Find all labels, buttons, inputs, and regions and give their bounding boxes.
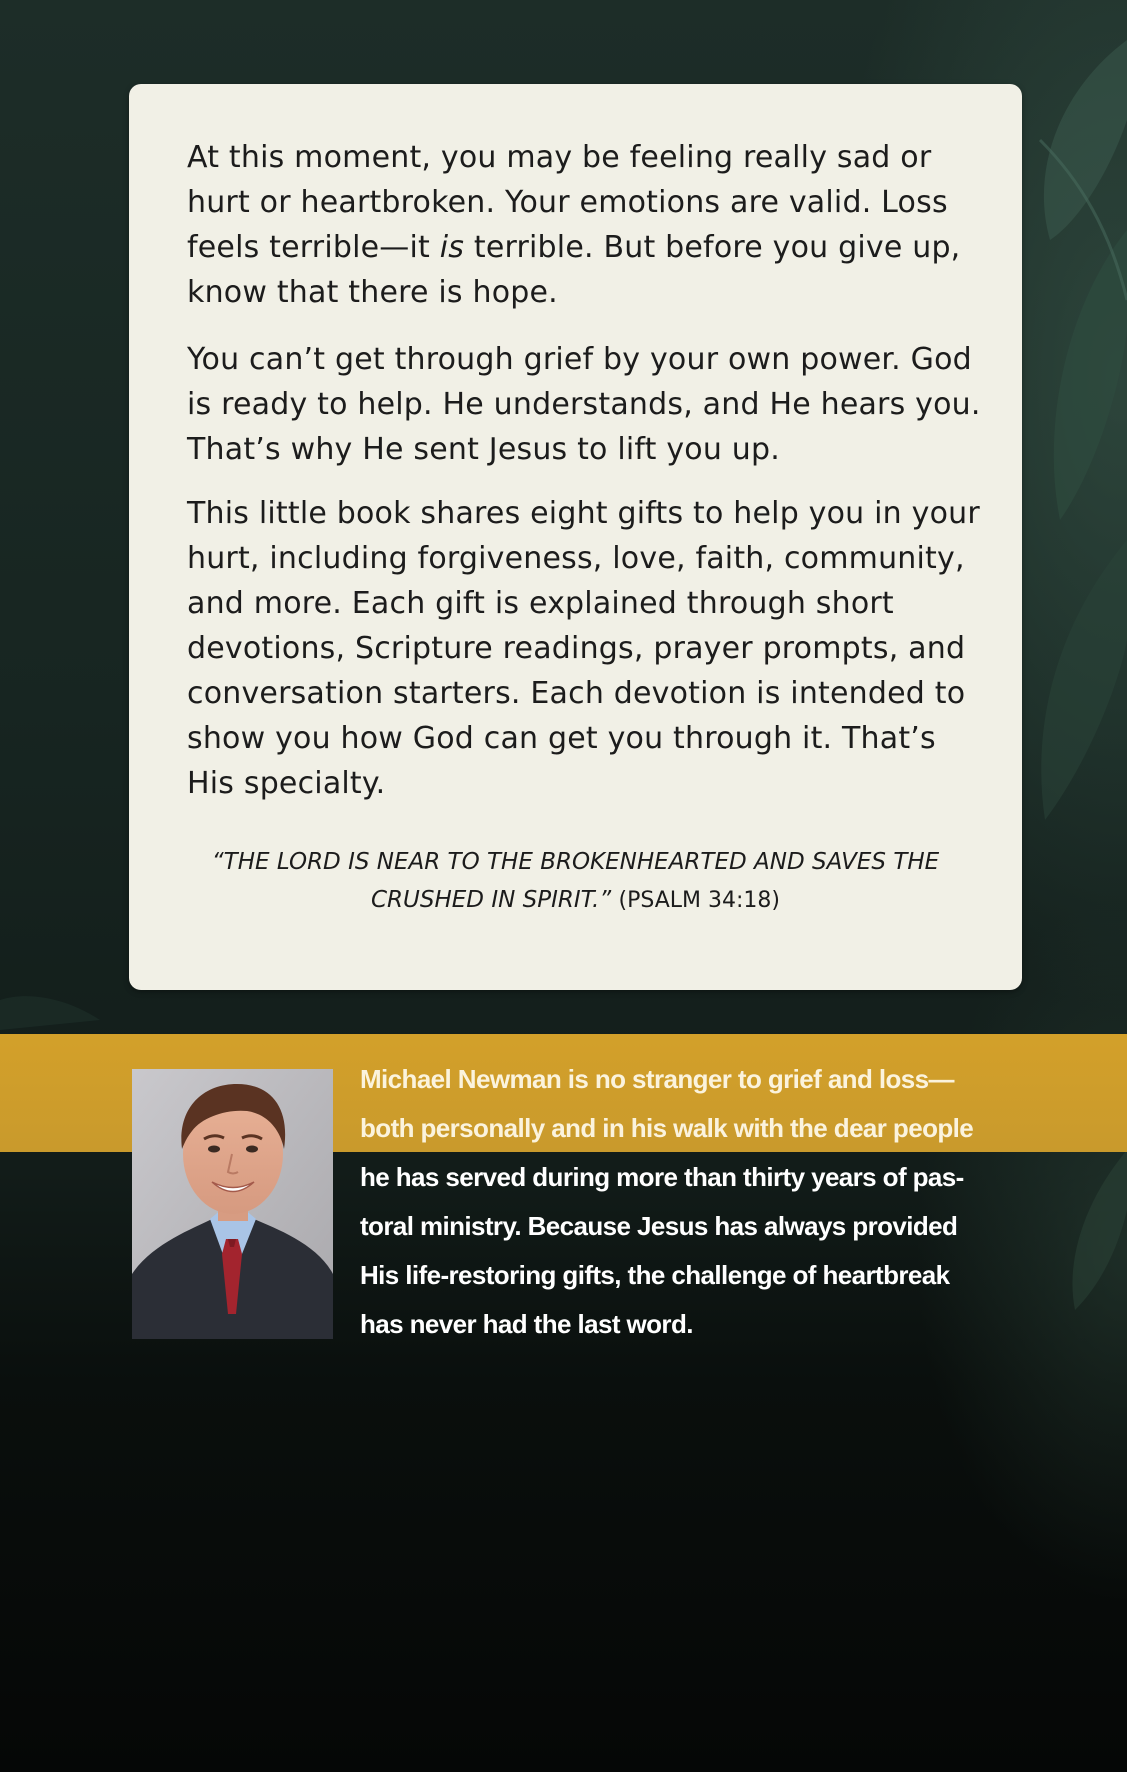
p1-text-end: terrible. But before you give up, know that there is hope. xyxy=(187,230,961,310)
author-bio xyxy=(360,1055,1020,1349)
description-paragraph-3: This little book shares eight gifts to help you in your hurt, including forgiveness, love, faith, community, and more. Each gift is explained through short devotions, Scripture readings, prayer prompts, and conversation starters. Each devotion is intended to show you how God can get you through it. That’s His specialty. xyxy=(187,496,980,801)
scripture-quote xyxy=(169,843,982,920)
p1-emphasis: is xyxy=(439,230,465,265)
bio-line: Michael Newman is no stranger to grief and loss— xyxy=(360,1064,954,1094)
quote-text: “THE LORD IS NEAR TO THE BROKENHEARTED AND SAVES THE CRUSHED IN SPIRIT.” xyxy=(211,849,940,913)
description-paragraph-1 xyxy=(187,135,987,315)
bio-line: His life-restoring gifts, the challenge of heartbreak xyxy=(360,1260,950,1290)
p1-text-start: At this moment, you may be feeling really sad or hurt or heartbroken. Your emotions are valid. Loss feels terrible—it xyxy=(187,140,948,265)
description-panel xyxy=(129,84,1022,990)
author-portrait xyxy=(132,1069,333,1339)
bio-line: he has served during more than thirty years of pas- xyxy=(360,1162,964,1192)
bio-line: has never had the last word. xyxy=(360,1309,693,1339)
bio-line: toral ministry. Because Jesus has always provided xyxy=(360,1211,958,1241)
quote-reference: (PSALM 34:18) xyxy=(618,888,780,913)
bio-line: both personally and in his walk with the dear people xyxy=(360,1113,974,1143)
description-paragraph-2: You can’t get through grief by your own power. God is ready to help. He understands, and He hears you. That’s why He sent Jesus to lift you up. xyxy=(187,342,981,467)
author-photo xyxy=(132,1069,333,1339)
